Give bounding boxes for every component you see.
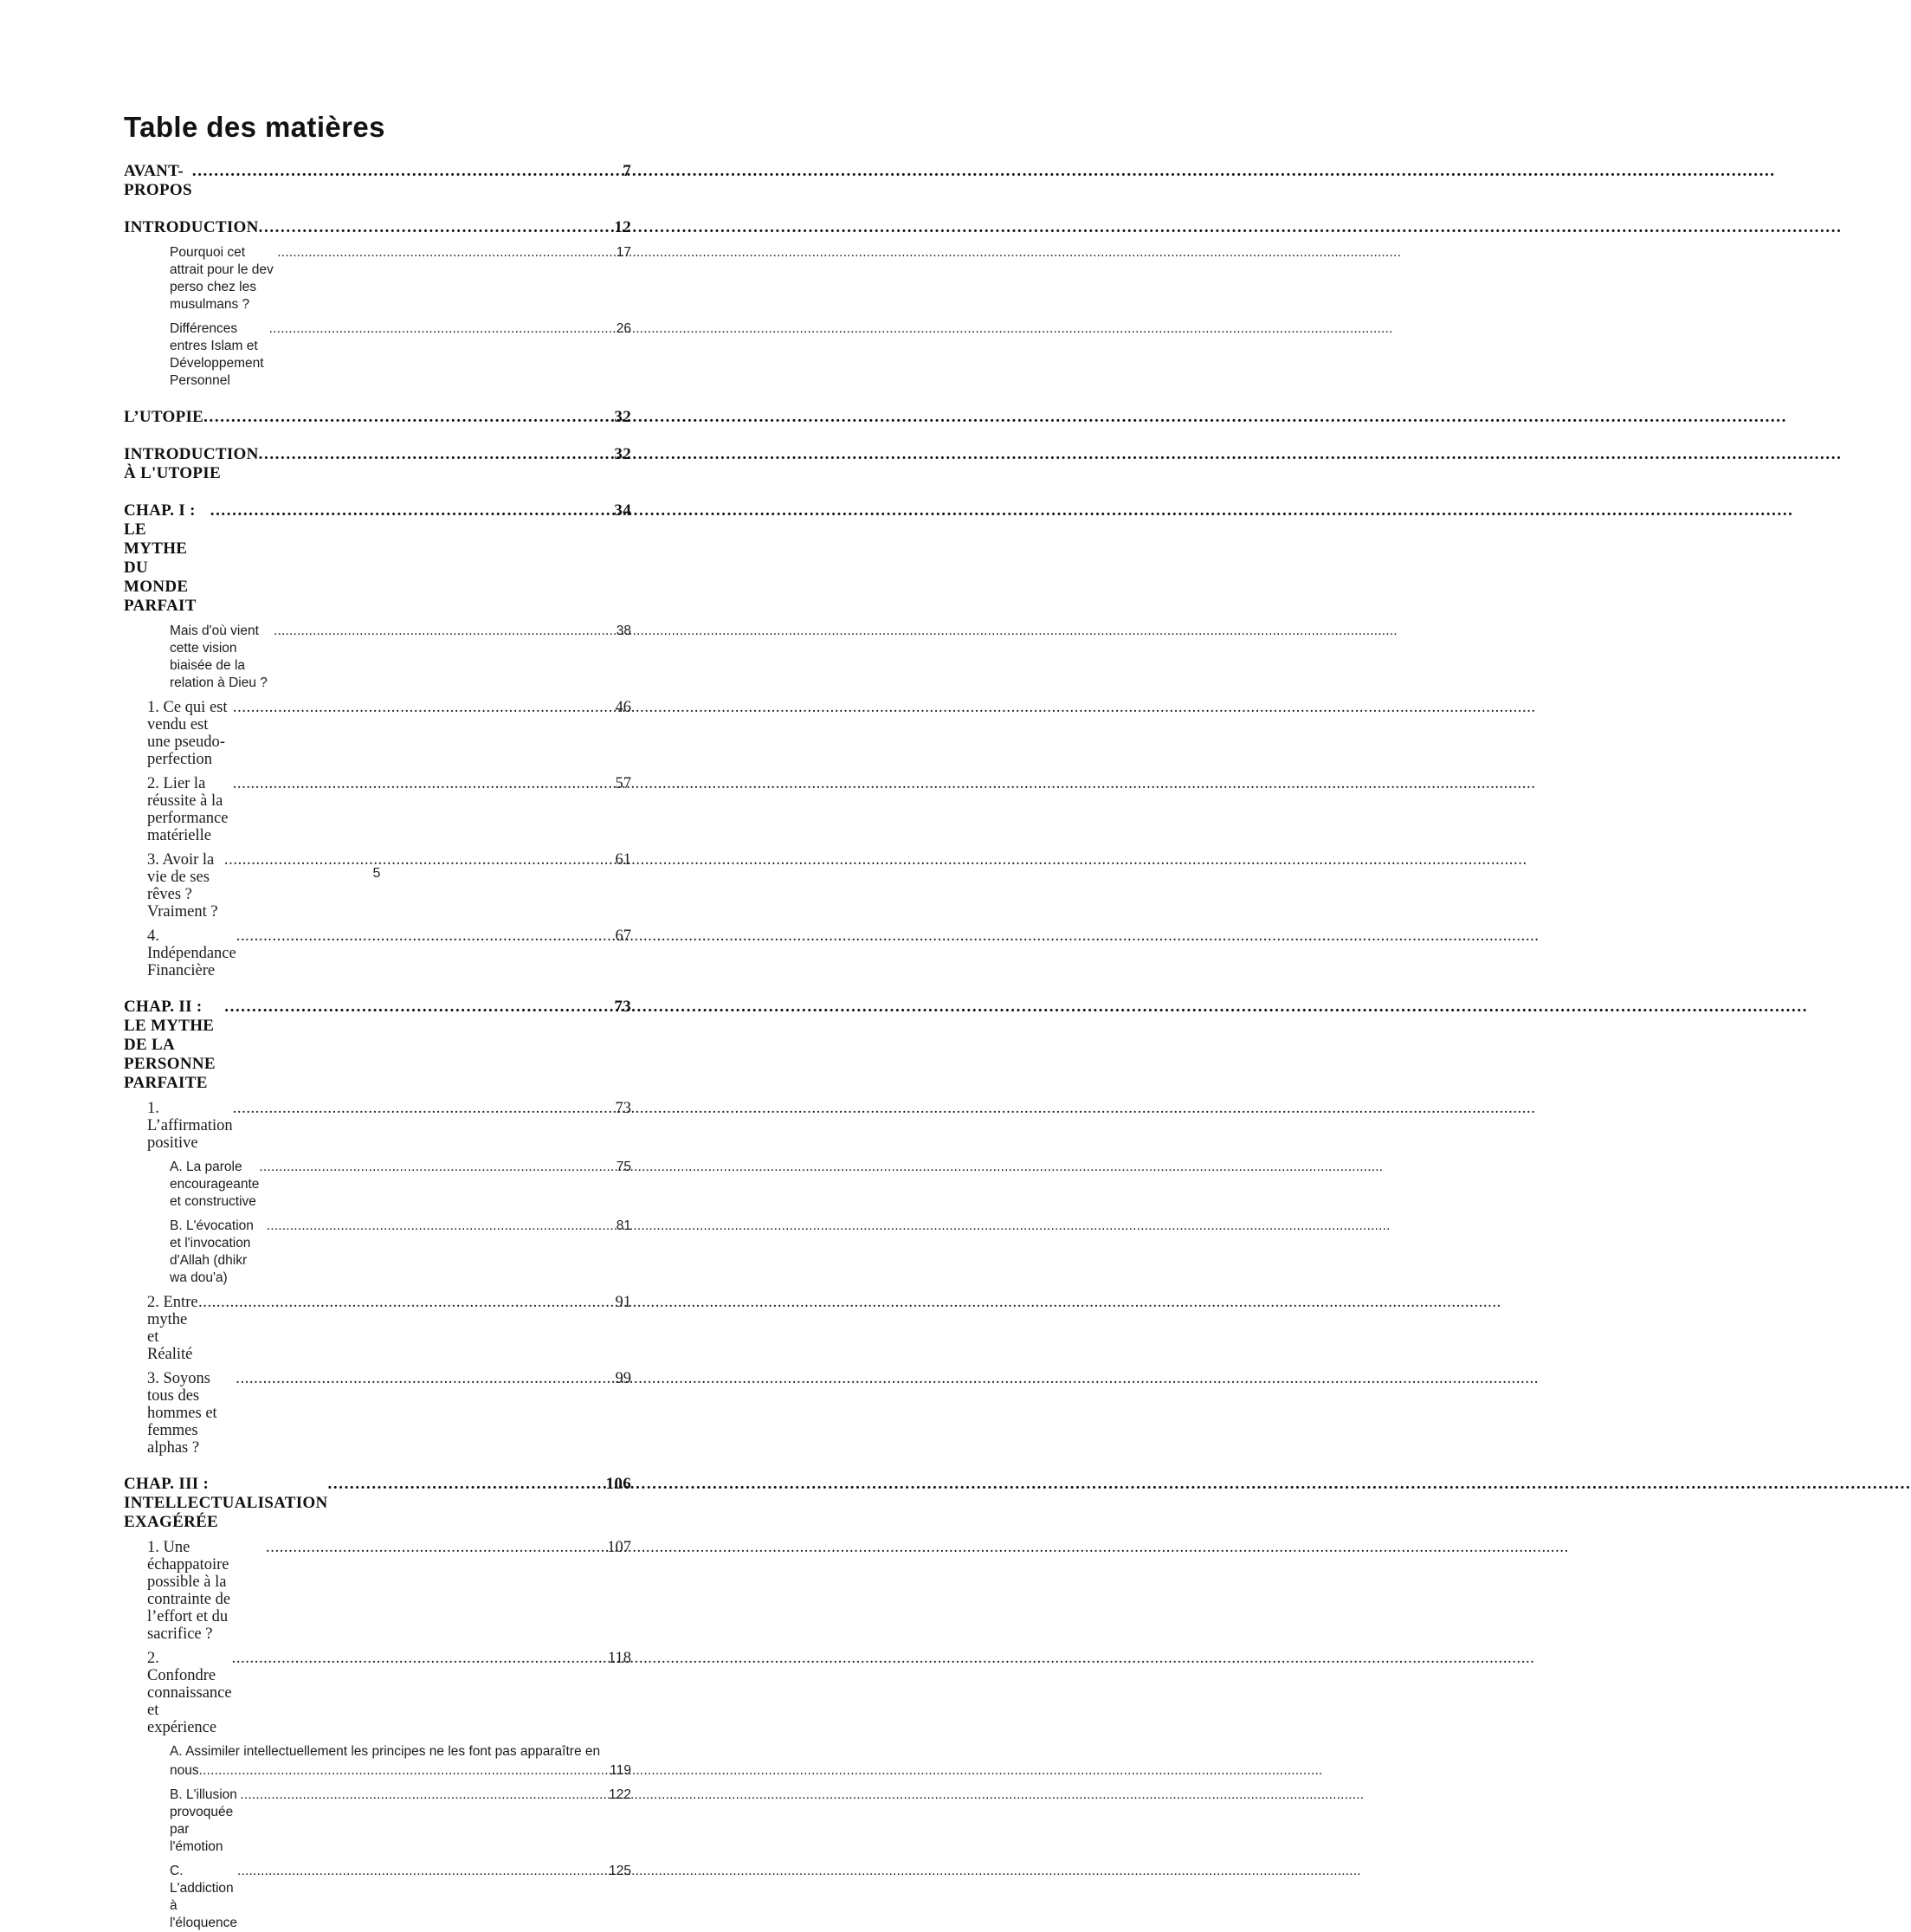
- toc-entry-page: 91: [615, 1294, 631, 1311]
- dot-leader: [259, 218, 612, 237]
- dot-leader: [192, 162, 620, 181]
- dot-leader: [240, 1787, 609, 1804]
- dot-leader: [224, 998, 611, 1017]
- toc-entry: [124, 445, 631, 483]
- toc-entry-label: B. L'évocation et l'invocation d'Allah (dhikr wa dou'a): [170, 1218, 254, 1285]
- toc-entry-page: 34: [614, 501, 631, 520]
- toc-entry: [124, 927, 631, 979]
- dot-leader: [266, 1539, 607, 1556]
- toc-entry-page: 107: [607, 1539, 631, 1556]
- dot-leader: [328, 1475, 604, 1494]
- toc-entry-label: INTRODUCTION: [124, 218, 259, 236]
- toc-entry: [124, 1539, 631, 1643]
- dot-leader: [269, 320, 617, 338]
- page-title: Table des matières: [124, 111, 385, 143]
- dot-leader: [198, 1294, 615, 1311]
- toc-entry-page: 26: [616, 321, 631, 336]
- dot-leader: [259, 1159, 616, 1176]
- toc-entry: [124, 1863, 631, 1932]
- toc-entry-page: 67: [615, 927, 631, 945]
- toc-entry-label: Pourquoi cet attrait pour le dev perso chez les musulmans ?: [170, 245, 274, 312]
- toc-entry-continuation: [124, 1762, 631, 1780]
- dot-leader: [236, 927, 616, 945]
- toc-entry: [124, 218, 631, 237]
- toc-entry-page: 73: [615, 1100, 631, 1117]
- toc-entry-label: Différences entres Islam et Développement Personnel: [170, 321, 264, 388]
- toc-entry: [124, 162, 631, 200]
- toc-entry-page: 38: [616, 624, 631, 638]
- dot-leader: [232, 1650, 608, 1667]
- dot-leader: [259, 445, 612, 464]
- toc-entry-page: 32: [614, 445, 631, 463]
- toc-entry-label: B. L'illusion provoquée par l'émotion: [170, 1787, 237, 1854]
- toc-entry-page: 75: [616, 1160, 631, 1174]
- dot-leader: [267, 1218, 617, 1235]
- toc-entry-label: A. Assimiler intellectuellement les principes ne les font pas apparaître en: [170, 1744, 601, 1759]
- toc-entry-page: 118: [607, 1650, 631, 1667]
- toc-entry-label: 3. Avoir la vie de ses rêves ? Vraiment ?: [147, 851, 218, 921]
- toc-entry-page: 12: [614, 218, 631, 236]
- dot-leader: [277, 244, 617, 262]
- toc-entry-label: C. L'addiction à l'éloquence: [170, 1864, 237, 1930]
- toc-entry: [124, 623, 631, 692]
- toc-entry-page: 7: [623, 162, 631, 180]
- dot-leader: [237, 1863, 609, 1880]
- toc-entry-page: 61: [615, 851, 631, 869]
- toc-entry-page: 119: [610, 1763, 631, 1778]
- toc-entry-page: 17: [616, 245, 631, 260]
- toc-entry: [124, 1294, 631, 1363]
- toc-entry-label: CHAP. I : LE MYTHE DU MONDE PARFAIT: [124, 501, 197, 615]
- dot-leader: [274, 623, 617, 640]
- toc-entry: [124, 699, 631, 768]
- toc-entry: [124, 1370, 631, 1457]
- toc-entry-page: 99: [615, 1370, 631, 1387]
- toc-entry-label: Mais d'où vient cette vision biaisée de la relation à Dieu ?: [170, 624, 268, 690]
- dot-leader: [233, 1100, 616, 1117]
- toc-entry-label: INTRODUCTION À L'UTOPIE: [124, 445, 259, 482]
- toc-entry: [124, 244, 631, 313]
- toc-entry-label: 3. Soyons tous des hommes et femmes alphas ?: [147, 1370, 217, 1457]
- toc-entry-page: 81: [616, 1218, 631, 1233]
- toc-entry: [124, 775, 631, 844]
- toc-entry-page: 106: [605, 1475, 631, 1493]
- toc-entry: [124, 851, 631, 921]
- toc-entry: [124, 1787, 631, 1856]
- page-number: 5: [372, 866, 381, 881]
- dot-leader: [236, 1370, 615, 1387]
- toc-entry-page: 57: [615, 775, 631, 792]
- toc-entry-label: 2. Lier la réussite à la performance matérielle: [147, 775, 229, 844]
- toc-entry: [124, 1743, 631, 1761]
- toc-entry-label: 2. Confondre connaissance et expérience: [147, 1650, 232, 1736]
- toc-entry: [124, 1218, 631, 1287]
- toc-entry-label: CHAP. II : LE MYTHE DE LA PERSONNE PARFAITE: [124, 998, 216, 1092]
- dot-leader: [210, 501, 612, 520]
- toc-entry-label: 1. Ce qui est vendu est une pseudo-perfection: [147, 699, 228, 768]
- toc-entry: [124, 1100, 631, 1152]
- toc-entry-label: 2. Entre mythe et Réalité: [147, 1294, 198, 1363]
- toc-entry-label: CHAP. III : INTELLECTUALISATION EXAGÉRÉE: [124, 1475, 328, 1531]
- toc-entry: [124, 1159, 631, 1211]
- toc-entry-page: 73: [614, 998, 631, 1016]
- toc-entry: [124, 1650, 631, 1736]
- dot-leader: [199, 1762, 610, 1780]
- toc-entry: [124, 501, 631, 616]
- toc-entry: [124, 1475, 631, 1532]
- toc-entry-label: L’UTOPIE: [124, 408, 204, 426]
- dot-leader: [203, 408, 611, 427]
- toc-entry-label: nous: [170, 1763, 199, 1778]
- document-page: [0, 0, 753, 1930]
- toc-entry: [124, 998, 631, 1093]
- toc-entry-page: 125: [609, 1864, 631, 1878]
- toc-entry: [124, 320, 631, 390]
- toc-entry-label: A. La parole encourageante et constructive: [170, 1160, 260, 1209]
- toc-entry-label: 4. Indépendance Financière: [147, 927, 236, 979]
- toc-entry-label: 1. L’affirmation positive: [147, 1100, 233, 1152]
- toc-entry-page: 32: [614, 408, 631, 426]
- toc-entry-label: AVANT-PROPOS: [124, 162, 192, 199]
- toc-content: [124, 111, 631, 1932]
- toc-entry-label: 1. Une échappatoire possible à la contrainte de l’effort et du sacrifice ?: [147, 1539, 231, 1643]
- dot-leader: [233, 699, 616, 716]
- toc-entry-page: 122: [609, 1787, 631, 1802]
- dot-leader: [233, 775, 616, 792]
- toc-entry: [124, 408, 631, 427]
- toc-entry-page: 46: [615, 699, 631, 716]
